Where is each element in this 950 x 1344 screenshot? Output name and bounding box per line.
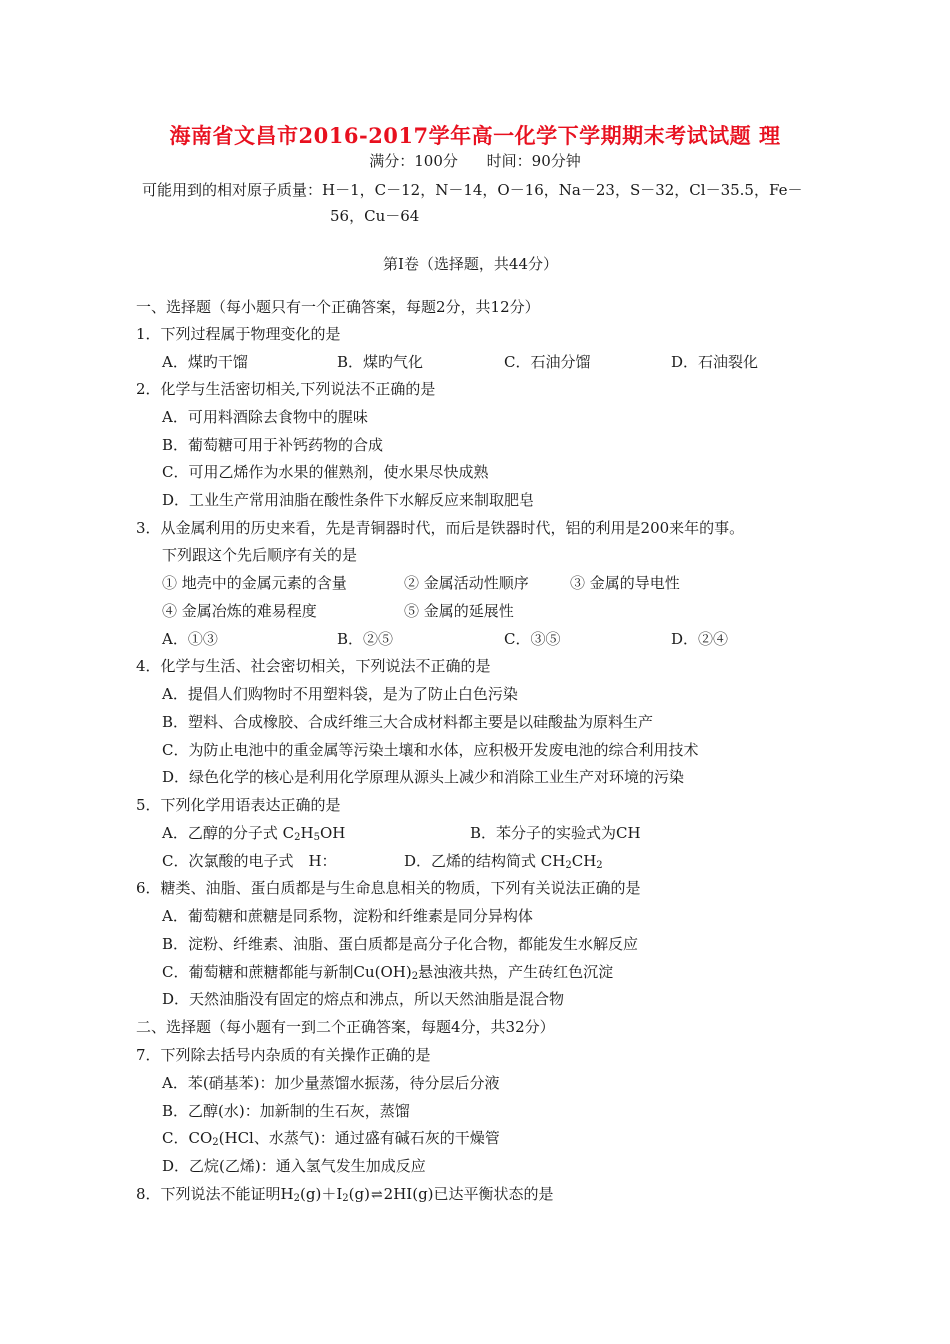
q7-option-c: C．$CO_2(HCl$、水蒸气)：通过盛有碱石灰的干燥管 <box>162 1129 500 1148</box>
q5-stem: 5．下列化学用语表达正确的是 <box>136 796 341 814</box>
q3-option-d: D．②④ <box>671 630 729 648</box>
volume-title: 第Ⅰ卷（选择题，共44分） <box>383 255 559 273</box>
q6-option-d: D．天然油脂没有固定的熔点和沸点，所以天然油脂是混合物 <box>162 990 565 1008</box>
equilibrium-arrow-icon: ⇌ <box>370 1187 383 1203</box>
q5-option-b: B．苯分子的实验式为CH <box>470 824 641 842</box>
section2-title: 二、选择题（每小题有一到二个正确答案，每题4分，共32分） <box>136 1018 555 1036</box>
q7-option-b: B．乙醇(水)：加新制的生石灰，蒸馏 <box>162 1102 410 1120</box>
q2-option-a: A．可用料酒除去食物中的腥味 <box>162 408 368 426</box>
q6-stem: 6．糖类、油脂、蛋白质都是与生命息息相关的物质，下列有关说法正确的是 <box>136 879 641 897</box>
q7-stem: 7．下列除去括号内杂质的有关操作正确的是 <box>136 1046 431 1064</box>
q3-item-4: ④ 金属冶炼的难易程度 <box>162 602 317 620</box>
q5-option-c: C．次氯酸的电子式 H： <box>162 852 337 870</box>
section1-title: 一、选择题（每小题只有一个正确答案，每题2分，共12分） <box>136 298 540 316</box>
q4-option-c: C．为防止电池中的重金属等污染土壤和水体，应积极开发废电池的综合利用技术 <box>162 741 699 759</box>
q6-option-c: C．葡萄糖和蔗糖都能与新制$Cu(OH)_2$悬浊液共热，产生砖红色沉淀 <box>162 963 614 982</box>
q1-option-b: B．煤旳气化 <box>337 353 424 371</box>
q2-option-b: B．葡萄糖可用于补钙药物的合成 <box>162 436 384 454</box>
q2-stem: 2．化学与生活密切相关,下列说法不正确的是 <box>136 380 436 398</box>
q4-option-d: D．绿色化学的核心是利用化学原理从源头上减少和消除工业生产对环境的污染 <box>162 768 685 786</box>
q1-stem: 1．下列过程属于物理变化的是 <box>136 325 341 343</box>
q3-item-5: ⑤ 金属的延展性 <box>404 602 514 620</box>
full-score: 满分：100分 <box>369 152 458 170</box>
exam-time: 时间：90分钟 <box>486 152 581 170</box>
q3-stem-2: 下列跟这个先后顺序有关的是 <box>162 546 358 564</box>
q1-option-d: D．石油裂化 <box>671 353 759 371</box>
q3-item-3: ③ 金属的导电性 <box>570 574 680 592</box>
atomic-masses-line2: 56，Cu－64 <box>330 207 420 225</box>
q3-option-c: C．③⑤ <box>504 630 561 648</box>
q3-item-2: ② 金属活动性顺序 <box>404 574 529 592</box>
atomic-masses-line1: 可能用到的相对原子质量：H－1，C－12，N－14，O－16，Na－23，S－32，Cl－35.5，Fe－ <box>142 181 803 199</box>
q2-option-d: D．工业生产常用油脂在酸性条件下水解反应来制取肥皂 <box>162 491 535 509</box>
q5-option-d: D．乙烯的结构简式 $CH_2CH_2$ <box>404 852 603 871</box>
q8-stem: 8．下列说法不能证明$H_2(g)+I_2(g)\rightleftharpoons 2HI(g)$已达平衡状态的是 <box>136 1185 554 1204</box>
q7-option-d: D．乙烷(乙烯)：通入氢气发生加成反应 <box>162 1157 426 1175</box>
q4-option-a: A．提倡人们购物时不用塑料袋，是为了防止白色污染 <box>162 685 518 703</box>
q3-item-1: ① 地壳中的金属元素的含量 <box>162 574 347 592</box>
exam-info <box>0 150 950 171</box>
q6-option-b: B．淀粉、纤维素、油脂、蛋白质都是高分子化合物，都能发生水解反应 <box>162 935 639 953</box>
q1-option-a: A．煤旳干馏 <box>162 353 248 371</box>
q2-option-c: C．可用乙烯作为水果的催熟剂，使水果尽快成熟 <box>162 463 489 481</box>
q1-option-c: C．石油分馏 <box>504 353 591 371</box>
q7-option-a: A．苯(硝基苯)：加少量蒸馏水振荡，待分层后分液 <box>162 1074 500 1092</box>
q6-option-a: A．葡萄糖和蔗糖是同系物，淀粉和纤维素是同分异构体 <box>162 907 533 925</box>
q3-stem-1: 3．从金属利用的历史来看，先是青铜器时代，而后是铁器时代，铝的利用是200来年的事。 <box>136 519 745 537</box>
q3-option-b: B．②⑤ <box>337 630 394 648</box>
q4-option-b: B．塑料、合成橡胶、合成纤维三大合成材料都主要是以硅酸盐为原料生产 <box>162 713 654 731</box>
exam-title: 海南省文昌市2016-2017学年高一化学下学期期末考试试题 理 <box>169 123 781 148</box>
q5-option-a: A．乙醇的分子式 $C_2H_5OH$ <box>162 824 346 843</box>
q3-option-a: A．①③ <box>162 630 218 648</box>
q4-stem: 4．化学与生活、社会密切相关，下列说法不正确的是 <box>136 657 491 675</box>
